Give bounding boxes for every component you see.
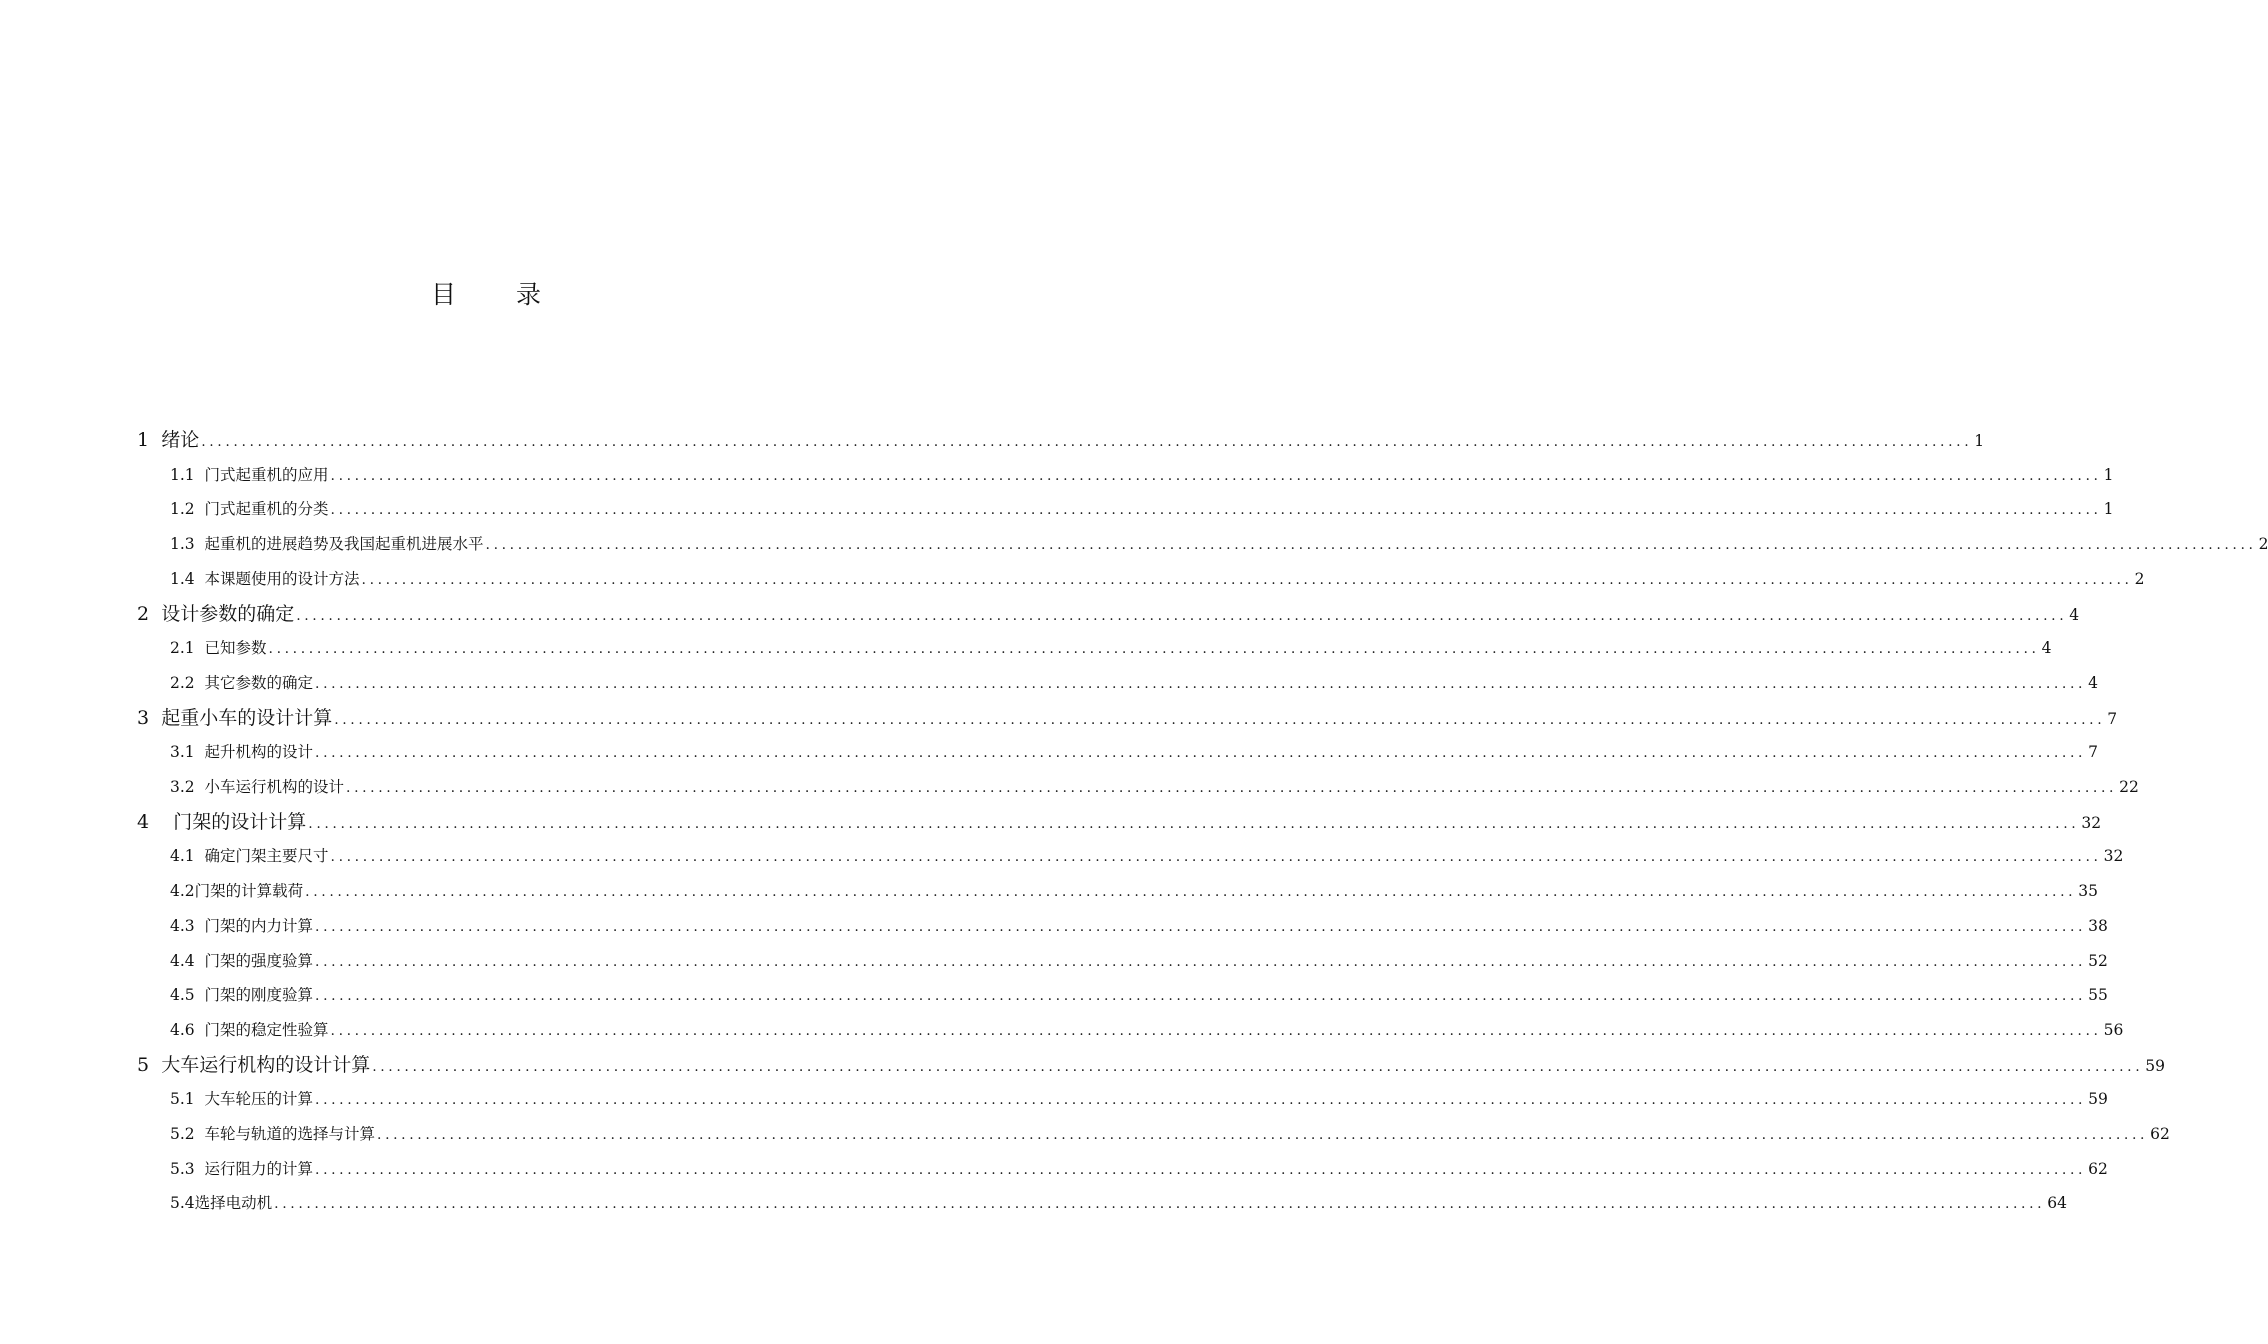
- toc-separator: [195, 671, 205, 695]
- toc-page-number: 56: [2103, 1020, 2124, 1039]
- toc-label: 本课题使用的设计方法: [204, 569, 360, 588]
- toc-page-number: 7: [2107, 709, 2118, 728]
- toc-page-number: 62: [2150, 1125, 2170, 1143]
- dot-leader: ............................................................................................................................................................................................................................: [315, 675, 2087, 692]
- toc-page-number: 55: [2088, 986, 2108, 1005]
- toc-page-number: 64: [2047, 1194, 2067, 1213]
- toc-chapter[interactable]: [137, 706, 2118, 730]
- toc-page-number: 35: [2078, 882, 2098, 901]
- toc-section[interactable]: [170, 671, 2098, 695]
- toc-separator: [195, 983, 205, 1007]
- toc-number: 1.2: [170, 500, 195, 519]
- toc-page-number: 59: [2088, 1090, 2108, 1109]
- toc-number: 5.1: [170, 1090, 195, 1109]
- toc-page-number: 2: [2258, 535, 2268, 554]
- toc-label: 小车运行机构的设计: [204, 778, 345, 796]
- toc-label: 门架的强度验算: [204, 951, 314, 970]
- dot-leader: ............................................................................................................................................................................................................................: [315, 1092, 2087, 1109]
- toc-page-number: 4: [2069, 605, 2080, 624]
- toc-section[interactable]: [170, 983, 2108, 1007]
- toc-section[interactable]: [170, 636, 2052, 660]
- toc-section[interactable]: [170, 567, 2145, 591]
- toc-section[interactable]: [170, 879, 2098, 903]
- toc-section[interactable]: [170, 1018, 2124, 1042]
- dot-leader: ............................................................................................................................................................................................................................: [334, 711, 2106, 728]
- toc-separator: [195, 1122, 205, 1146]
- toc-number: 4.2: [170, 882, 195, 901]
- toc-number: 5.4: [170, 1194, 195, 1213]
- toc-chapter[interactable]: [137, 602, 2080, 626]
- toc-number: 3: [137, 706, 150, 729]
- toc-number: 5.2: [170, 1125, 195, 1143]
- toc-section[interactable]: [170, 949, 2108, 973]
- toc-separator: [149, 706, 161, 730]
- toc-number: 5.3: [170, 1159, 195, 1178]
- toc-separator: [195, 740, 205, 764]
- toc-chapter[interactable]: [137, 810, 2102, 834]
- dot-leader: ............................................................................................................................................................................................................................: [330, 502, 2102, 519]
- toc-separator: [195, 949, 205, 973]
- toc-page-number: 1: [2103, 465, 2114, 484]
- toc-label: 选择电动机: [194, 1194, 273, 1213]
- toc-separator: [195, 567, 205, 591]
- toc-label: 大车运行机构的设计计算: [161, 1053, 371, 1076]
- toc-label: 绪论: [161, 429, 200, 451]
- dot-leader: ............................................................................................................................................................................................................................: [315, 918, 2087, 935]
- toc-separator: [149, 602, 161, 626]
- toc-label: 其它参数的确定: [204, 673, 314, 692]
- toc-page-number: 1: [2103, 500, 2114, 519]
- toc-separator: [195, 914, 205, 938]
- dot-leader: ............................................................................................................................................................................................................................: [315, 745, 2087, 762]
- toc-label: 确定门架主要尺寸: [204, 847, 329, 866]
- dot-leader: ............................................................................................................................................................................................................................: [372, 1058, 2144, 1075]
- toc-separator: [195, 636, 205, 660]
- toc-number: 4: [137, 810, 150, 833]
- toc-page-number: 22: [2119, 778, 2139, 796]
- toc-section[interactable]: [170, 1157, 2108, 1181]
- toc-chapter[interactable]: [137, 428, 1985, 452]
- toc-number: 1.1: [170, 465, 195, 484]
- toc-separator: [195, 844, 205, 868]
- toc-label: 起重机的进展趋势及我国起重机进展水平: [204, 535, 484, 554]
- toc-section[interactable]: [170, 463, 2114, 487]
- toc-page-number: 32: [2103, 847, 2124, 866]
- toc-section[interactable]: [170, 1122, 2170, 1146]
- toc-number: 2.1: [170, 639, 195, 658]
- dot-leader: ............................................................................................................................................................................................................................: [305, 884, 2077, 901]
- toc-separator: [195, 1157, 205, 1181]
- toc-section[interactable]: [170, 1087, 2108, 1111]
- toc-label: 设计参数的确定: [161, 602, 295, 625]
- dot-leader: ............................................................................................................................................................................................................................: [315, 988, 2087, 1005]
- dot-leader: ............................................................................................................................................................................................................................: [268, 641, 2040, 658]
- dot-leader: ............................................................................................................................................................................................................................: [377, 1127, 2149, 1143]
- toc-page-number: 52: [2088, 951, 2108, 970]
- toc-number: 3.1: [170, 743, 195, 762]
- toc-separator: [195, 1087, 205, 1111]
- dot-leader: ............................................................................................................................................................................................................................: [330, 849, 2102, 866]
- toc-section[interactable]: [170, 532, 2268, 556]
- toc-label: 大车轮压的计算: [204, 1090, 314, 1109]
- toc-label: 起重小车的设计计算: [161, 706, 333, 729]
- toc-chapter[interactable]: [137, 1053, 2165, 1077]
- toc-number: 4.3: [170, 916, 195, 935]
- toc-number: 1.4: [170, 569, 195, 588]
- toc-separator: [149, 1053, 161, 1077]
- toc-label: 门架的计算载荷: [194, 882, 304, 901]
- toc-separator: [195, 532, 205, 556]
- toc-number: 2: [137, 602, 150, 625]
- dot-leader: ............................................................................................................................................................................................................................: [361, 571, 2133, 588]
- toc-number: 4.5: [170, 986, 195, 1005]
- toc-number: 1.3: [170, 535, 195, 554]
- toc-number: 3.2: [170, 778, 195, 796]
- toc-label: 门架的设计计算: [173, 810, 307, 833]
- dot-leader: ............................................................................................................................................................................................................................: [201, 434, 1973, 450]
- toc-number: 5: [137, 1053, 150, 1076]
- toc-page-number: 2: [2134, 569, 2145, 588]
- toc-separator: [195, 497, 205, 521]
- toc-label: 运行阻力的计算: [204, 1159, 314, 1178]
- dot-leader: ............................................................................................................................................................................................................................: [296, 607, 2068, 624]
- dot-leader: ............................................................................................................................................................................................................................: [308, 815, 2080, 832]
- toc-section[interactable]: [170, 914, 2108, 938]
- toc-section[interactable]: [170, 1191, 2067, 1215]
- toc-label: 门式起重机的分类: [204, 500, 329, 519]
- toc-section[interactable]: [170, 740, 2098, 764]
- toc-separator: [195, 1018, 205, 1042]
- toc-section[interactable]: [170, 775, 2139, 799]
- toc-label: 门架的稳定性验算: [204, 1020, 329, 1039]
- toc-page-number: 7: [2088, 743, 2098, 762]
- dot-leader: ............................................................................................................................................................................................................................: [274, 1196, 2046, 1213]
- toc-page-number: 4: [2041, 639, 2052, 658]
- toc-label: 起升机构的设计: [204, 743, 314, 762]
- toc-page-number: 32: [2081, 813, 2102, 832]
- toc-page-number: 59: [2145, 1056, 2165, 1075]
- toc-section[interactable]: [170, 844, 2124, 868]
- dot-leader: ............................................................................................................................................................................................................................: [315, 1161, 2087, 1178]
- toc-page-number: 4: [2088, 673, 2098, 692]
- toc-label: 门架的刚度验算: [204, 986, 314, 1005]
- toc-separator: [149, 428, 161, 452]
- toc-page-number: 62: [2088, 1159, 2108, 1178]
- dot-leader: ............................................................................................................................................................................................................................: [346, 780, 2118, 796]
- dot-leader: ............................................................................................................................................................................................................................: [330, 1022, 2102, 1039]
- dot-leader: ............................................................................................................................................................................................................................: [315, 953, 2087, 970]
- toc-separator: [149, 810, 173, 834]
- page-title: 目 录: [431, 279, 567, 309]
- toc-page-number: 1: [1974, 432, 1985, 450]
- toc-page-number: 38: [2088, 916, 2108, 935]
- toc-label: 已知参数: [204, 639, 267, 658]
- toc-separator: [195, 463, 205, 487]
- dot-leader: ............................................................................................................................................................................................................................: [485, 537, 2257, 554]
- toc-label: 车轮与轨道的选择与计算: [204, 1125, 376, 1143]
- toc-section[interactable]: [170, 497, 2114, 521]
- toc-number: 1: [137, 429, 150, 451]
- toc-number: 4.1: [170, 847, 195, 866]
- toc-separator: [195, 775, 205, 799]
- toc-number: 4.4: [170, 951, 195, 970]
- toc-number: 4.6: [170, 1020, 195, 1039]
- toc-label: 门式起重机的应用: [204, 465, 329, 484]
- dot-leader: ............................................................................................................................................................................................................................: [330, 467, 2102, 484]
- toc-label: 门架的内力计算: [204, 916, 314, 935]
- toc-number: 2.2: [170, 673, 195, 692]
